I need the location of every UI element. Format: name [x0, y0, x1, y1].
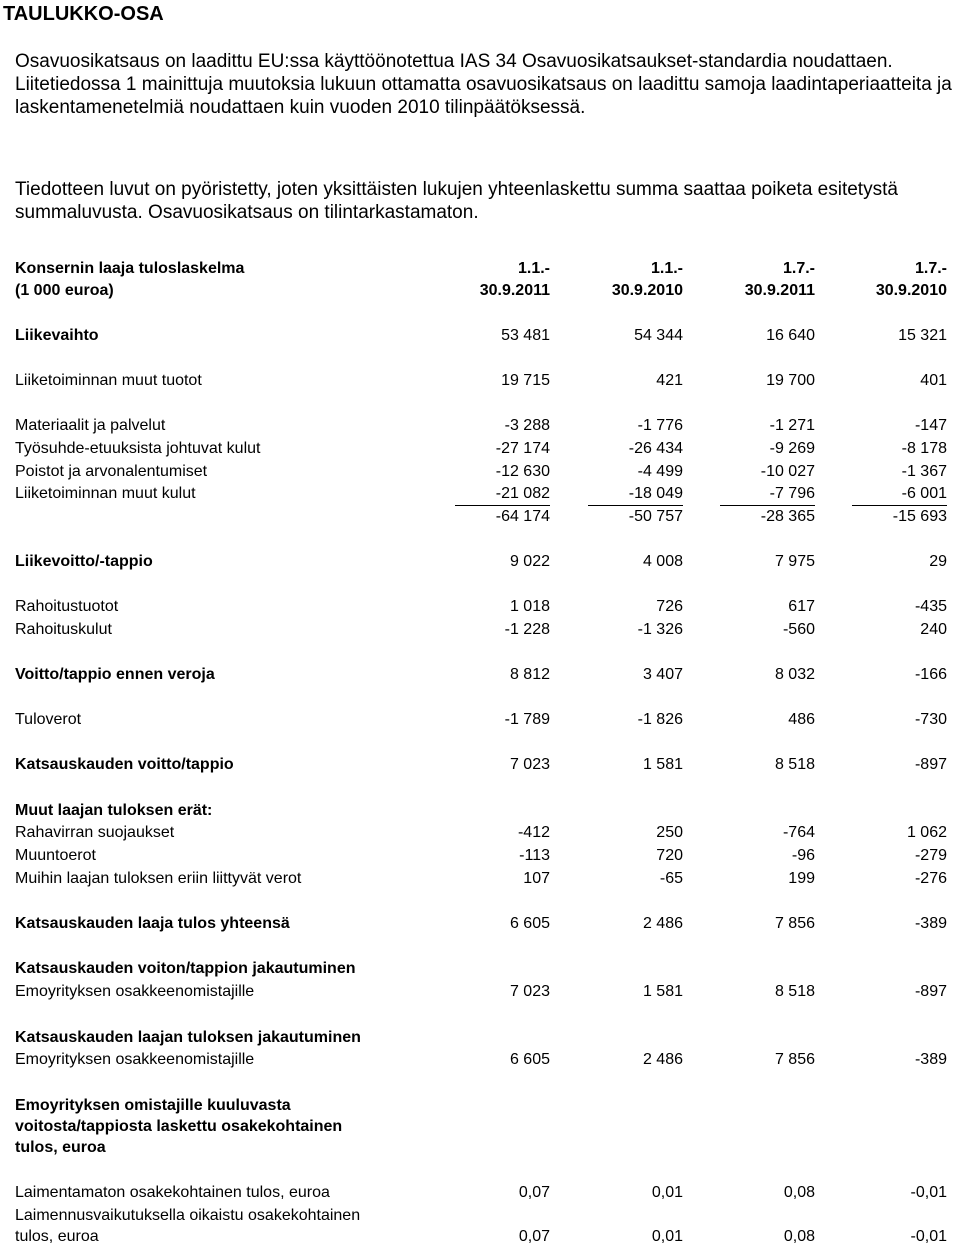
row-value-col-4: -15 693: [892, 508, 947, 525]
table-row: [0, 1182, 960, 1204]
row-value-col-1: 7 023: [509, 983, 550, 1000]
column-header-2-period-start: 1.1.-: [650, 260, 683, 277]
column-header-2-period-end: 30.9.2010: [611, 282, 683, 299]
column-header-3-period-start: 1.7.-: [782, 260, 815, 277]
row-label: Emoyrityksen osakkeenomistajille: [15, 1051, 255, 1068]
row-value-col-4: -897: [914, 756, 947, 773]
row-label: Emoyrityksen omistajille kuuluvasta: [15, 1097, 291, 1114]
row-value-col-3: -560: [782, 621, 815, 638]
table-row: [0, 506, 960, 528]
row-value-col-1: 6 605: [509, 915, 550, 932]
row-label: Työsuhde-etuuksista johtuvat kulut: [15, 440, 261, 457]
table-row: [0, 596, 960, 618]
row-value-col-4: -1 367: [901, 463, 947, 480]
column-header-4-period-start: 1.7.-: [914, 260, 947, 277]
row-value-col-1: 0,07: [518, 1184, 550, 1201]
table-row: [0, 981, 960, 1003]
row-label: Emoyrityksen osakkeenomistajille: [15, 983, 255, 1000]
subtotal-underline-2: [588, 505, 683, 506]
row-value-col-3: 0,08: [783, 1228, 815, 1245]
row-value-col-1: 19 715: [501, 372, 550, 389]
row-value-col-3: 16 640: [766, 327, 815, 344]
row-value-col-4: -730: [914, 711, 947, 728]
row-label: Laimentamaton osakekohtainen tulos, euroa: [15, 1184, 330, 1201]
row-value-col-2: -1 776: [637, 417, 683, 434]
table-row: [0, 1226, 960, 1248]
table-row: [0, 415, 960, 437]
row-value-col-4: -0,01: [910, 1228, 947, 1245]
table-unit: (1 000 euroa): [15, 282, 114, 299]
row-value-col-3: 486: [788, 711, 815, 728]
row-value-col-2: 250: [656, 824, 683, 841]
table-row: [0, 1049, 960, 1071]
row-label: Muuntoerot: [15, 847, 96, 864]
table-row: [0, 913, 960, 935]
table-row: [0, 370, 960, 392]
row-label: tulos, euroa: [15, 1139, 106, 1156]
table-row: [0, 438, 960, 460]
row-value-col-4: -166: [914, 666, 947, 683]
row-value-col-2: 3 407: [642, 666, 683, 683]
row-value-col-2: -4 499: [637, 463, 683, 480]
row-value-col-4: -435: [914, 598, 947, 615]
row-value-col-2: -18 049: [628, 485, 683, 502]
row-label: Rahavirran suojaukset: [15, 824, 175, 841]
subtotal-underline-1: [455, 505, 550, 506]
table-row: [0, 1095, 960, 1117]
row-value-col-4: 15 321: [898, 327, 947, 344]
row-value-col-4: -279: [914, 847, 947, 864]
row-value-col-3: -1 271: [769, 417, 815, 434]
row-value-col-1: -21 082: [495, 485, 550, 502]
row-value-col-1: -1 789: [504, 711, 550, 728]
table-row: [0, 822, 960, 844]
rounding-paragraph: Tiedotteen luvut on pyöristetty, joten yksittäisten lukujen yhteenlaskettu summa saattaa poiketa esitetystä summaluvusta. Osavuosikatsaus on tilintarkastamaton.: [15, 179, 898, 223]
table-row: [0, 325, 960, 347]
row-value-col-4: -276: [914, 870, 947, 887]
row-value-col-1: -412: [517, 824, 550, 841]
row-value-col-2: 0,01: [651, 1184, 683, 1201]
row-label: Muihin laajan tuloksen eriin liittyvät verot: [15, 870, 302, 887]
table-row: [0, 1027, 960, 1049]
row-value-col-1: -3 288: [504, 417, 550, 434]
row-value-col-1: 7 023: [509, 756, 550, 773]
row-value-col-4: 240: [920, 621, 947, 638]
row-value-col-1: -1 228: [504, 621, 550, 638]
table-title: Konsernin laaja tuloslaskelma: [15, 260, 245, 277]
row-label: Katsauskauden voitto/tappio: [15, 756, 234, 773]
table-row: [0, 1205, 960, 1227]
row-value-col-4: 1 062: [906, 824, 947, 841]
row-value-col-1: 6 605: [509, 1051, 550, 1068]
row-value-col-3: -764: [782, 824, 815, 841]
row-value-col-1: -113: [519, 847, 550, 864]
row-value-col-3: 199: [788, 870, 815, 887]
row-value-col-4: 401: [920, 372, 947, 389]
row-value-col-3: 7 856: [774, 915, 815, 932]
table-row: [0, 868, 960, 890]
row-label: Muut laajan tuloksen erät:: [15, 802, 213, 819]
table-row: [0, 709, 960, 731]
row-value-col-3: 8 032: [774, 666, 815, 683]
row-label: tulos, euroa: [15, 1228, 99, 1245]
row-label: Liiketoiminnan muut kulut: [15, 485, 196, 502]
subtotal-underline-3: [720, 505, 815, 506]
row-label: Liikevoitto/-tappio: [15, 553, 153, 570]
row-value-col-1: 9 022: [509, 553, 550, 570]
row-value-col-4: -8 178: [901, 440, 947, 457]
row-label: Laimennusvaikutuksella oikaistu osakekohtainen: [15, 1207, 361, 1224]
table-row: [0, 551, 960, 573]
table-row: [0, 1116, 960, 1138]
row-label: Rahoituskulut: [15, 621, 112, 638]
row-value-col-3: 8 518: [774, 983, 815, 1000]
row-value-col-2: 1 581: [642, 756, 683, 773]
row-value-col-2: -1 326: [637, 621, 683, 638]
row-label: voitosta/tappiosta laskettu osakekohtainen: [15, 1118, 343, 1135]
row-value-col-2: 4 008: [642, 553, 683, 570]
row-label: Katsauskauden laajan tuloksen jakautuminen: [15, 1029, 361, 1046]
table-row: [0, 483, 960, 505]
column-header-3-period-end: 30.9.2011: [744, 282, 815, 299]
column-header-1-period-start: 1.1.-: [517, 260, 550, 277]
row-label: Rahoitustuotot: [15, 598, 119, 615]
row-value-col-2: 2 486: [642, 1051, 683, 1068]
row-value-col-3: -7 796: [769, 485, 815, 502]
row-value-col-3: -96: [791, 847, 815, 864]
row-value-col-2: -50 757: [628, 508, 683, 525]
row-value-col-3: -9 269: [769, 440, 815, 457]
row-value-col-3: 617: [788, 598, 815, 615]
row-label: Materiaalit ja palvelut: [15, 417, 166, 434]
row-value-col-2: -1 826: [637, 711, 683, 728]
row-label: Katsauskauden laaja tulos yhteensä: [15, 915, 290, 932]
row-value-col-1: 107: [523, 870, 550, 887]
row-value-col-2: 720: [656, 847, 683, 864]
row-value-col-2: 1 581: [642, 983, 683, 1000]
section-title: TAULUKKO-OSA: [3, 3, 164, 25]
table-row: [0, 461, 960, 483]
column-header-4-period-end: 30.9.2010: [875, 282, 947, 299]
table-row: [0, 1137, 960, 1159]
row-value-col-3: -10 027: [760, 463, 815, 480]
subtotal-underline-4: [852, 505, 947, 506]
table-row: [0, 664, 960, 686]
table-row: [0, 619, 960, 641]
row-value-col-3: 7 856: [774, 1051, 815, 1068]
row-value-col-4: -6 001: [901, 485, 947, 502]
row-value-col-4: -0,01: [910, 1184, 947, 1201]
row-label: Tuloverot: [15, 711, 82, 728]
row-value-col-4: 29: [929, 553, 947, 570]
row-label: Liikevaihto: [15, 327, 99, 344]
table-row: [0, 754, 960, 776]
row-label: Voitto/tappio ennen veroja: [15, 666, 215, 683]
column-header-1-period-end: 30.9.2011: [479, 282, 550, 299]
row-value-col-1: -12 630: [495, 463, 550, 480]
row-value-col-2: -65: [659, 870, 683, 887]
table-row: [0, 800, 960, 822]
row-label: Liiketoiminnan muut tuotot: [15, 372, 202, 389]
row-value-col-2: 421: [656, 372, 683, 389]
row-value-col-4: -897: [914, 983, 947, 1000]
row-value-col-1: 1 018: [509, 598, 550, 615]
row-value-col-2: 54 344: [634, 327, 683, 344]
row-value-col-3: 8 518: [774, 756, 815, 773]
intro-paragraph: Osavuosikatsaus on laadittu EU:ssa käyttöönotettua IAS 34 Osavuosikatsaukset-standardia noudattaen. Liitetiedossa 1 mainittuja muutoksia lukuun ottamatta osavuosikatsaus on laadittu samoja laadintaperiaatteita ja laskentamenetelmiä noudattaen kuin vuoden 2010 tilinpäätöksessä.: [15, 51, 952, 118]
row-value-col-4: -147: [914, 417, 947, 434]
row-value-col-3: 7 975: [774, 553, 815, 570]
row-value-col-2: -26 434: [628, 440, 683, 457]
row-value-col-1: 0,07: [518, 1228, 550, 1245]
row-value-col-3: 0,08: [783, 1184, 815, 1201]
row-value-col-2: 0,01: [651, 1228, 683, 1245]
row-value-col-4: -389: [914, 1051, 947, 1068]
table-row: [0, 958, 960, 980]
row-value-col-1: -27 174: [495, 440, 550, 457]
row-value-col-4: -389: [914, 915, 947, 932]
row-value-col-2: 726: [656, 598, 683, 615]
row-value-col-3: -28 365: [760, 508, 815, 525]
row-value-col-1: 8 812: [509, 666, 550, 683]
row-label: Katsauskauden voiton/tappion jakautuminen: [15, 960, 356, 977]
row-label: Poistot ja arvonalentumiset: [15, 463, 208, 480]
row-value-col-1: 53 481: [501, 327, 550, 344]
row-value-col-3: 19 700: [766, 372, 815, 389]
row-value-col-2: 2 486: [642, 915, 683, 932]
table-row: [0, 845, 960, 867]
row-value-col-1: -64 174: [495, 508, 550, 525]
